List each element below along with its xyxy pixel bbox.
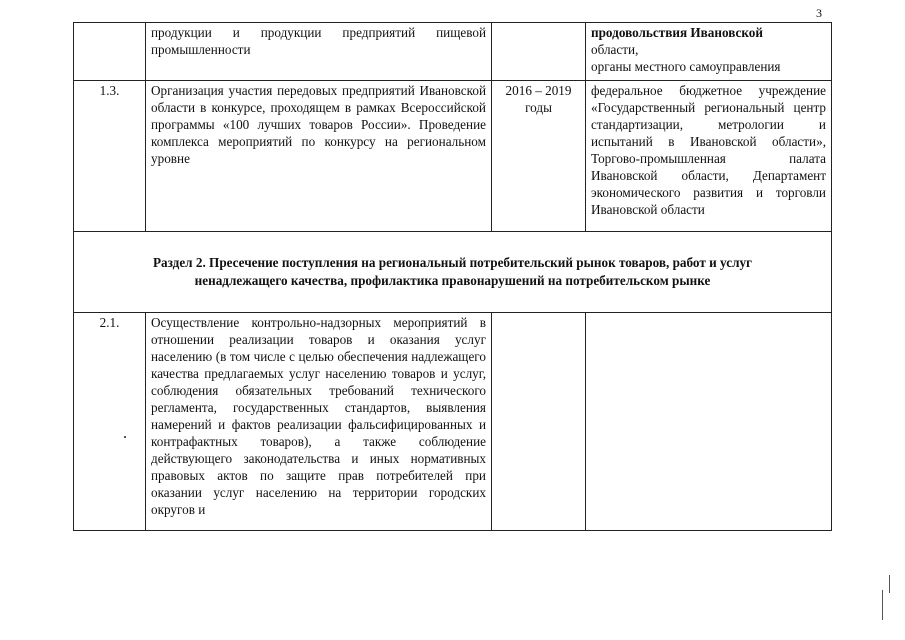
row-number: 1.3. (74, 81, 146, 232)
scan-mark-2 (889, 575, 890, 593)
plan-table (73, 22, 832, 531)
section-2-title: Раздел 2. Пресечение поступления на региональный потребительский рынок товаров, работ и услуг ненадлежащего качества, профилактика правонарушений на потребительском рынке (74, 232, 832, 313)
row-number (74, 23, 146, 81)
table-row-continuation (74, 23, 832, 81)
executor-line-2: области, (591, 42, 639, 57)
page-number: 3 (816, 6, 822, 20)
row-number: 2.1. (74, 313, 146, 531)
executor-cell (586, 313, 832, 531)
table-row-2-1 (74, 313, 832, 531)
term-cell (492, 313, 586, 531)
scan-mark-3 (124, 436, 126, 438)
activity-cell: Организация участия передовых предприятий Ивановской области в конкурсе, проходящем в рамках Всероссийской программы «100 лучших товаров России». Проведение комплекса мероприятий по конкурсу на региональном уровне (146, 81, 492, 232)
term-cell (492, 23, 586, 81)
activity-cell: продукции и продукции предприятий пищевой промышленности (146, 23, 492, 81)
executor-line-3: органы местного самоуправления (591, 59, 781, 74)
executor-cell (586, 23, 832, 81)
section-2-header-row (74, 232, 832, 313)
scan-mark-1 (882, 590, 883, 620)
term-cell: 2016 – 2019 годы (492, 81, 586, 232)
table-row-1-3 (74, 81, 832, 232)
executor-cell: федеральное бюджетное учреждение «Государственный региональный центр стандартизации, метрологии и испытаний в Ивановской области», Торгово-промышленная палата Ивановской области, Департамент экономического развития и торговли Ивановской области (586, 81, 832, 232)
executor-line-1: продовольствия Ивановской (591, 25, 763, 40)
activity-cell: Осуществление контрольно-надзорных мероприятий в отношении реализации товаров и оказания услуг населению (в том числе с целью обеспечения надлежащего качества предлагаемых услуг населению товаров и услуг, соблюдения обязательных требований технического регламента, государственных стандартов, выявления намерений и фактов реализации фальсифицированных и контрафактных товаров), а также соблюдение действующего законодательства и иных нормативных правовых актов по защите прав потребителей при оказании услуг населению на территории городских округов и (146, 313, 492, 531)
